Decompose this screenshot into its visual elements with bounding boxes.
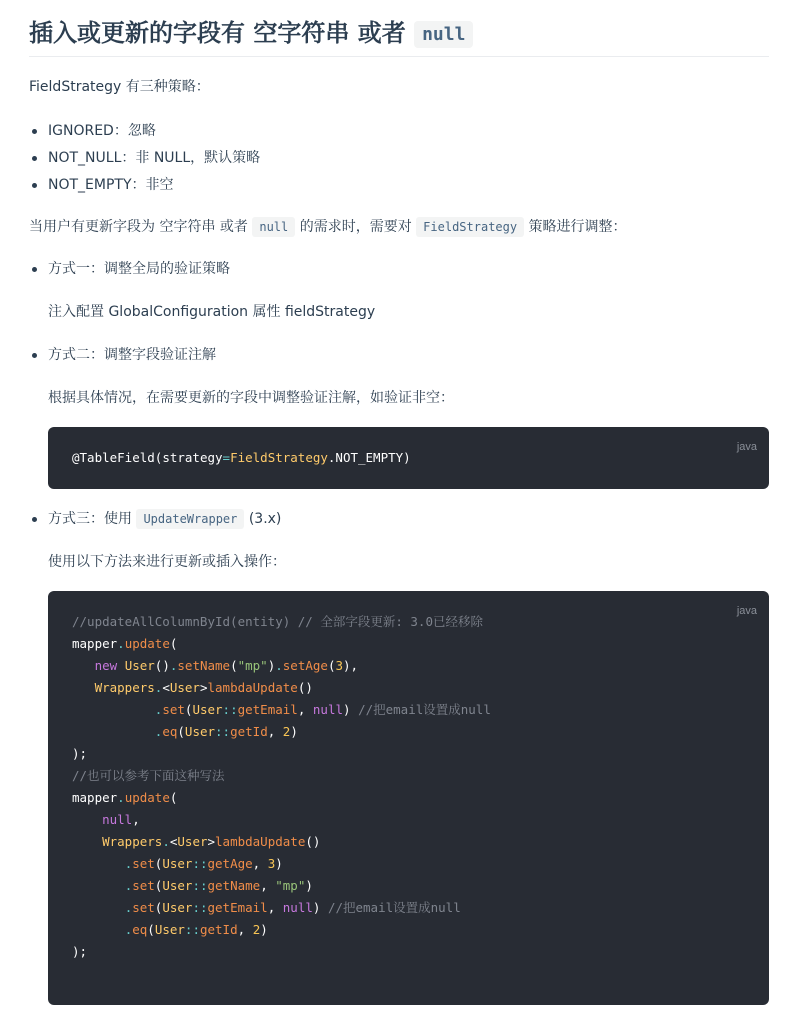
code-block-update	[48, 591, 769, 1005]
heading-text: 插入或更新的字段有 空字符串 或者	[29, 19, 406, 47]
code-line	[72, 787, 769, 809]
code-token: .	[124, 878, 133, 893]
code-line	[72, 743, 769, 765]
code-block-annotation	[48, 427, 769, 489]
code-token: )	[267, 658, 276, 673]
code-token: User	[192, 702, 223, 717]
code-line	[72, 919, 769, 941]
code-line	[72, 875, 769, 897]
code-token	[117, 658, 125, 673]
code-token: ()	[297, 680, 313, 695]
code-token: @TableField(	[72, 450, 163, 465]
code-token: ::	[192, 856, 208, 871]
way2-title: 方式二：调整字段验证注解	[29, 344, 216, 366]
code-token: null	[282, 900, 313, 915]
code-line	[72, 809, 769, 831]
code-token: 2	[252, 922, 261, 937]
need-text-2: 的需求时，需要对	[299, 219, 412, 235]
way1-title: 方式一：调整全局的验证策略	[29, 258, 230, 280]
code-token: .NOT_EMPTY)	[327, 450, 411, 465]
code-token: getAge	[207, 856, 253, 871]
code-token: ,	[260, 878, 276, 893]
code-token: eq	[132, 922, 148, 937]
code-token: >	[207, 834, 216, 849]
section-heading	[29, 0, 769, 57]
code-token	[72, 812, 102, 827]
code-token: (	[169, 636, 178, 651]
code-line	[72, 721, 769, 743]
code-line	[72, 633, 769, 655]
inline-code-updatewrapper: UpdateWrapper	[136, 509, 244, 529]
doc-content	[29, 0, 769, 959]
code-token: (	[154, 856, 163, 871]
code-line	[72, 853, 769, 875]
code-token: strategy	[162, 450, 223, 465]
code-token: User	[154, 922, 185, 937]
code-token: .	[124, 856, 133, 871]
code-token: )	[343, 702, 359, 717]
code-token: >	[199, 680, 208, 695]
code-token: //也可以参考下面这种写法	[72, 768, 225, 783]
code-line	[72, 699, 769, 721]
way2-desc: 根据具体情况，在需要更新的字段中调整验证注解，如验证非空：	[48, 390, 454, 406]
code-line	[72, 897, 769, 919]
code-token: User	[184, 724, 216, 739]
code-token: User	[162, 856, 193, 871]
code-token: )	[290, 724, 298, 739]
code-token: .	[124, 900, 133, 915]
code-token: 2	[282, 724, 291, 739]
code-token	[72, 900, 125, 915]
code-token	[72, 702, 155, 717]
code-token	[72, 680, 95, 695]
code-token: ::	[215, 724, 231, 739]
code-token: getEmail	[237, 702, 298, 717]
code-token: ,	[237, 922, 253, 937]
code-line	[72, 831, 769, 853]
code-token: (	[154, 878, 163, 893]
code-token	[72, 724, 155, 739]
code-token: getEmail	[207, 900, 268, 915]
code-token: User	[169, 680, 200, 695]
code-token: .	[154, 680, 163, 695]
way3-title	[29, 508, 281, 530]
code-token: .	[154, 702, 163, 717]
code-token	[72, 922, 125, 937]
code-token	[72, 658, 95, 673]
code-lang-label: java	[736, 441, 757, 453]
code-token: )	[275, 856, 283, 871]
code-token: set	[132, 856, 155, 871]
code-token: Wrappers	[102, 834, 163, 849]
code-token: getId	[199, 922, 238, 937]
code-token: .	[124, 922, 133, 937]
code-token: mapper	[72, 790, 118, 805]
code-token: (	[184, 702, 193, 717]
code-content	[48, 427, 769, 469]
code-token: Wrappers	[94, 680, 155, 695]
code-token: ::	[222, 702, 238, 717]
list-item: NOT_NULL：非 NULL，默认策略	[29, 145, 260, 172]
code-token	[72, 878, 125, 893]
code-token: .	[117, 636, 125, 651]
code-line	[72, 677, 769, 699]
list-item: IGNORED：忽略	[29, 118, 260, 145]
code-line	[72, 655, 769, 677]
code-token: set	[132, 878, 155, 893]
code-token: <	[169, 834, 178, 849]
code-token: ),	[343, 658, 359, 673]
code-token: ,	[132, 812, 140, 827]
inline-code-fieldstrategy: FieldStrategy	[416, 217, 524, 237]
code-token: )	[260, 922, 268, 937]
way3-desc: 使用以下方法来进行更新或插入操作：	[48, 554, 286, 570]
code-token: "mp"	[275, 878, 306, 893]
code-token: (	[230, 658, 238, 673]
code-token: 3	[267, 856, 276, 871]
list-item: NOT_EMPTY：非空	[29, 172, 260, 199]
code-line	[72, 447, 769, 469]
code-token: update	[124, 790, 170, 805]
code-token: ,	[267, 900, 283, 915]
code-token: getName	[207, 878, 261, 893]
code-token: (	[154, 900, 163, 915]
code-token: .	[117, 790, 125, 805]
way3-title-prefix: 方式三：使用	[48, 511, 132, 527]
heading-inline-code: null	[414, 21, 473, 48]
need-paragraph	[29, 216, 627, 238]
code-token: );	[72, 746, 88, 761]
code-token: FieldStrategy	[230, 450, 328, 465]
code-token: mapper	[72, 636, 118, 651]
need-text-3: 策略进行调整：	[528, 219, 627, 235]
code-token: )	[312, 900, 328, 915]
code-line	[72, 611, 769, 633]
code-token: (	[177, 724, 185, 739]
code-content	[48, 591, 769, 963]
inline-code-null: null	[252, 217, 295, 237]
code-token: .	[162, 834, 170, 849]
code-token: new	[94, 658, 118, 673]
code-token: 3	[335, 658, 343, 673]
code-token: ()	[154, 658, 170, 673]
code-token: .	[154, 724, 163, 739]
code-token: =	[222, 450, 231, 465]
code-token: null	[312, 702, 343, 717]
code-token: ()	[305, 834, 321, 849]
code-token: set	[132, 900, 155, 915]
code-token: .	[169, 658, 178, 673]
code-token: ::	[192, 900, 208, 915]
code-token: ,	[297, 702, 313, 717]
code-token: ,	[252, 856, 268, 871]
code-token: null	[102, 812, 133, 827]
code-token: );	[72, 944, 88, 959]
code-token: set	[162, 702, 185, 717]
code-token: "mp"	[237, 658, 268, 673]
code-token: User	[162, 878, 193, 893]
code-token: //updateAllColumnById(entity) // 全部字段更新: 3.0已经移除	[72, 614, 483, 629]
code-token: (	[147, 922, 155, 937]
code-token: ,	[267, 724, 283, 739]
code-token: update	[124, 636, 170, 651]
way1-desc: 注入配置 GlobalConfiguration 属性 fieldStrategy	[48, 304, 376, 320]
code-token: User	[124, 658, 155, 673]
code-lang-label: java	[736, 605, 757, 617]
code-token: eq	[162, 724, 178, 739]
code-token: setName	[177, 658, 231, 673]
code-token: ::	[184, 922, 200, 937]
code-token: )	[305, 878, 313, 893]
need-text-1: 当用户有更新字段为 空字符串 或者	[29, 219, 248, 235]
code-token: (	[327, 658, 336, 673]
intro-paragraph: FieldStrategy 有三种策略：	[29, 79, 210, 95]
code-token: getId	[230, 724, 268, 739]
code-line	[72, 765, 769, 787]
code-token: User	[177, 834, 208, 849]
code-token: ::	[192, 878, 208, 893]
code-line	[72, 941, 769, 963]
code-token: //把email设置成null	[358, 702, 491, 717]
way3-title-suffix: (3.x)	[248, 511, 282, 527]
code-token: <	[162, 680, 170, 695]
code-token	[72, 856, 125, 871]
code-token	[72, 834, 102, 849]
code-token: .	[275, 658, 283, 673]
code-token: User	[162, 900, 193, 915]
code-token: lambdaUpdate	[207, 680, 298, 695]
code-token: setAge	[282, 658, 328, 673]
code-token: //把email设置成null	[327, 900, 461, 915]
strategy-list	[29, 118, 260, 199]
code-token: (	[169, 790, 178, 805]
code-token: lambdaUpdate	[215, 834, 306, 849]
